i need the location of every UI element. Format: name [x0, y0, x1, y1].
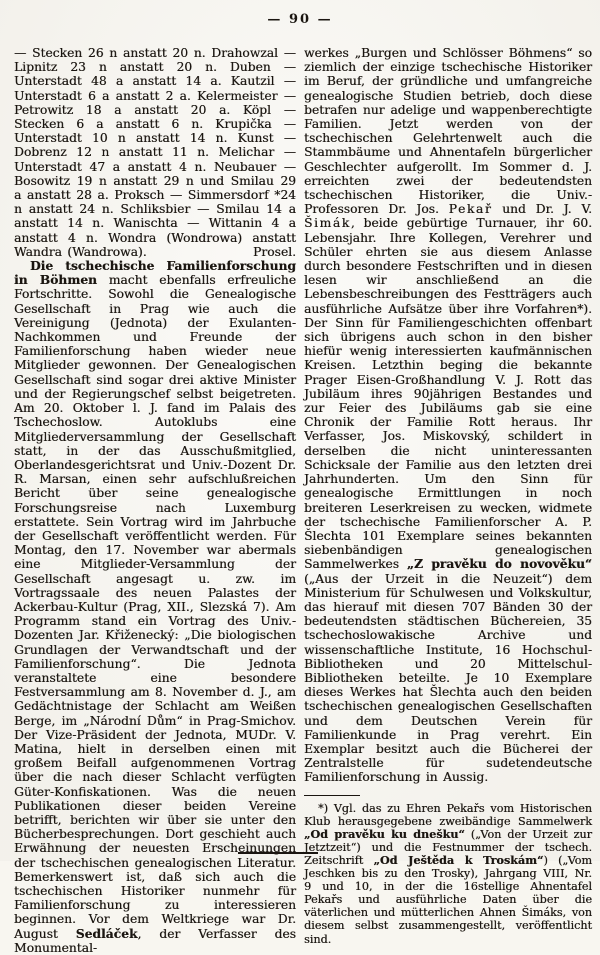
emphasized-text: „Od Ještěda k Troskám“ [373, 852, 544, 867]
text-segment: , beide gebürtige Turnauer, ihr 60. Lebensjahr. Ihre Kollegen, Verehrer und Schüler ehrten sie aus diesem Anlasse durch besondere Festschriften und in diesen lesen wir anschließend an die Lebensbeschreibungen des Festträgers auch ausführliche Aufsätze über ihre Vorfahren*). Der Sinn für Familiengeschichten offenbart sich übrigens auch schon in den bisher hiefür wenig interessierten kaufmännischen Kreisen. Letzthin beging die bekannte Prager Eisen-Großhandlung V. J. Rott das Jubiläum ihres 90jährigen Bestandes und zur Feier des Jubiläums gab sie eine Chronik der Familie Rott heraus. Ihr Verfasser, Jos. Miskovský, schildert in derselben die nicht uninteressanten Schicksale der Familie aus den letzten drei Jahrhunderten. Um den Sinn für genealogische Ermittlungen in noch breiteren Leserkreisen zu wecken, widmete der tschechische Familienforscher A. P. Šlechta 101 Exemplare seines bekannten siebenbändigen genealogischen Sammelwerkes [304, 216, 592, 572]
page-number: — 90 — [267, 12, 333, 27]
text-segment: *) Vgl. das zu Ehren Pekařs vom Historischen Klub herausgegebene zweibändige Sammelwerk [304, 801, 592, 828]
text-segment: macht ebenfalls erfreuliche Fortschritte. Sowohl die Genealogische Gesellschaft in Prag wie auch die Vereinigung (Jednota) der Exulanten-Nachkommen und Freunde der Familienforschung haben wieder neue Mitglieder gewonnen. Der Genealogischen Gesellschaft sind sogar drei aktive Minister und der Regierungschef selbst beigetreten. Am 20. Oktober l. J. fand im Palais des Tschechoslow. Autoklubs eine Mitgliederversammlung der Gesellschaft statt, in der das Ausschußmitglied, Oberlandesgerichtsrat und Univ.-Dozent Dr. R. Marsan, einen sehr aufschlußreichen Bericht über seine genealogische Forschungsreise nach Luxemburg erstattete. Sein Vortrag wird im Jahrbuche der Gesellschaft veröffentlicht werden. Für Montag, den 17. November war abermals eine Mitglieder-Versammlung der Gesellschaft angesagt u. zw. im Vortragssaale des neuen Palastes der Ackerbau-Kultur (Prag, XII., Slezská 7). Am Programm stand ein Vortrag des Univ.-Dozenten Jar. Křiženecký: „Die biologischen Grundlagen der Verwandtschaft und der Familienforschung“. Die Jednota veranstaltete eine besondere Festversammlung am 8. November d. J., am Gedächtnistage der Schlacht am Weißen Berge, im „Národní Dům“ in Prag-Smichov. Der Vize-Präsident der Jednota, MUDr. V. Matina, hielt in derselben einen mit großem Beifall aufgenommenen Vortrag über die nach dieser Schlacht verfügten Güter-Konfiskationen. Was die neuen Publikationen dieser beiden Vereine betrifft, berichten wir über sie unter den Bücherbesprechungen. Dort geschieht auch Erwähnung der neuesten Erscheinungen der tschechischen genealogischen Literatur. Bemerkenswert ist, daß sich auch die tschechischen Historiker nunmehr für Familienforschung zu interessieren beginnen. Vor dem Weltkriege war Dr. August [14, 273, 297, 941]
footnote-text [304, 802, 592, 946]
footnote-paragraph [304, 802, 592, 946]
footnote-separator-rule [304, 795, 360, 796]
emphasized-text: Pekař [448, 202, 493, 217]
article-end-divider [238, 852, 318, 854]
text-segment: — Stecken 26 n anstatt 20 n. Drahowzal — Lipnitz 23 n anstatt 20 n. Duben — Unterstadt 48 a anstatt 14 a. Kautzil — Unterstadt 6 a anstatt 2 a. Kelermeister — Petrowitz 18 a anstatt 20 a. Köpl — Stecken 6 a anstatt 6 n. Krupička — Unterstadt 10 n anstatt 14 n. Kunst — Dobrenz 12 n anstatt 11 n. Melichar — Unterstadt 47 a anstatt 4 n. Neubauer — Bosowitz 19 n anstatt 29 n und Smilau 29 a anstatt 28 a. Proksch — Simmersdorf *24 n anstatt 24 n. Schliksbier — Smilau 14 a anstatt 14 n. Wanischta — Wittanin 4 a anstatt 4 n. Wondra (Wondrowa) anstatt Wandra (Wandrowa). [14, 46, 296, 259]
emphasized-text: Die tschechische Familienforschung in Böhmen [14, 258, 296, 288]
emphasized-text: Sedláček [75, 925, 138, 941]
text-segment: („Aus der Urzeit in die Neuzeit“) dem Ministerium für Schulwesen und Volkskultur, das hierauf mit diesen 707 Bänden 30 der bedeutendsten städtischen Büchereien, 35 tschechoslowakische Archive und wissenschaftliche Institute, 16 Hochschul-Bibliotheken und 20 Mittelschul-Bibliotheken beteilte. Je 10 Exemplare dieses Werkes hat Šlechta auch den beiden tschechischen genealogischen Gesellschaften und dem Deutschen Verein für Familienkunde in Prag verehrt. Ein Exemplar besitzt auch die Bücherei der Zentralstelle für sudetendeutsche Familienforschung in Aussig. [304, 571, 592, 785]
text-segment: („Von der Urzeit zur Jetztzeit“) und die Festnummer der tschech. Zeitschrift [304, 827, 592, 867]
text-segment: ) („Vom Jeschken bis zu den Trosky), Jahrgang VIII, Nr. 9 und 10, in der die 16stellige Ahnentafel Pekařs und ausführliche Daten über die väterlichen und mütterlichen Ahnen Šimáks, von diesem selbst zusammengestellt, veröffentlicht sind. [304, 853, 592, 946]
text-segment: werkes „Burgen und Schlösser Böhmens“ so ziemlich der einzige tschechische Historiker im Beruf, der gründliche und umfangreiche genealogische Studien betrieb, doch diese betrafen nur adelige und wappenberechtigte Familien. Jetzt werden von der tschechischen Gelehrtenwelt auch die Stammbäume und Ahnentafeln bürgerlicher Geschlechter aufgerollt. Im Sommer d. J. erreichten zwei der bedeutendsten tschechischen Historiker, die Univ.-Professoren Dr. Jos. [304, 46, 592, 217]
paragraph [304, 46, 592, 785]
left-column [14, 46, 296, 955]
emphasized-text: „Z pravěku do novověku“ [406, 556, 592, 572]
emphasized-text: „Od pravěku ku dnešku“ [304, 826, 465, 841]
footnote-section [304, 795, 592, 946]
right-column [304, 46, 592, 946]
paragraph [14, 46, 296, 259]
paragraph [14, 259, 296, 955]
article-continuation-text [304, 46, 592, 785]
text-segment: und Dr. J. V. [492, 202, 592, 217]
emphasized-text: Šimák [304, 216, 351, 231]
text-segment: , der Verfasser des Monumental- [14, 926, 296, 955]
text-segment: Prosel. [253, 244, 296, 259]
